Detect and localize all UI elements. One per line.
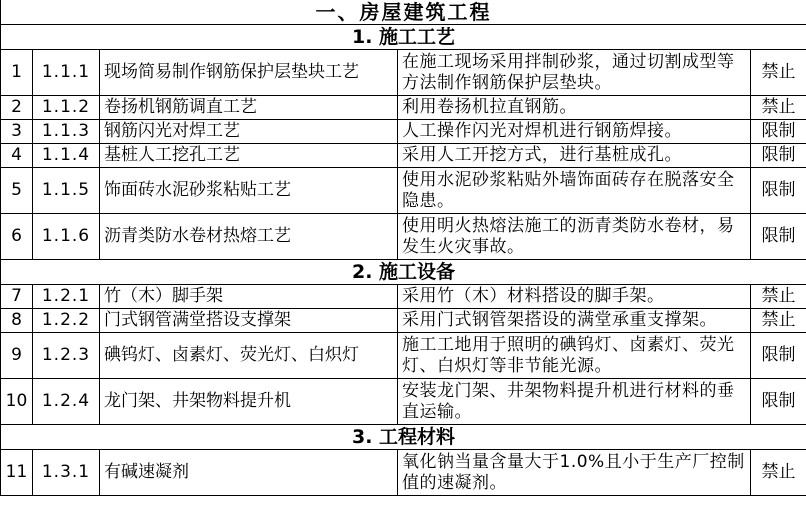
table-row <box>1 144 806 168</box>
row-name: 竹（木）脚手架 <box>100 285 398 309</box>
row-number: 9 <box>1 333 33 379</box>
section-heading: 3. 工程材料 <box>1 425 806 450</box>
row-code: 1.2.4 <box>33 379 100 425</box>
row-number: 4 <box>1 144 33 168</box>
row-status: 限制 <box>751 214 806 260</box>
row-number: 1 <box>1 50 33 96</box>
row-name: 现场简易制作钢筋保护层垫块工艺 <box>100 50 398 96</box>
row-number: 11 <box>1 450 33 496</box>
row-description: 使用明火热熔法施工的沥青类防水卷材，易发生火灾事故。 <box>398 214 751 260</box>
row-code: 1.1.2 <box>33 96 100 120</box>
section-heading: 2. 施工设备 <box>1 260 806 285</box>
table-row <box>1 50 806 96</box>
table-row <box>1 379 806 425</box>
row-number: 6 <box>1 214 33 260</box>
row-number: 5 <box>1 168 33 214</box>
table-row <box>1 214 806 260</box>
row-code: 1.2.3 <box>33 333 100 379</box>
row-number: 7 <box>1 285 33 309</box>
row-description: 使用水泥砂浆粘贴外墙饰面砖存在脱落安全隐患。 <box>398 168 751 214</box>
row-code: 1.3.1 <box>33 450 100 496</box>
page-title: 一、房屋建筑工程 <box>1 0 806 25</box>
row-code: 1.1.6 <box>33 214 100 260</box>
section-header-row <box>1 425 806 450</box>
row-status: 禁止 <box>751 285 806 309</box>
table-row <box>1 285 806 309</box>
row-description: 安装龙门架、井架物料提升机进行材料的垂直运输。 <box>398 379 751 425</box>
row-status: 禁止 <box>751 50 806 96</box>
row-description: 采用门式钢管架搭设的满堂承重支撑架。 <box>398 309 751 333</box>
row-number: 2 <box>1 96 33 120</box>
table-row <box>1 450 806 496</box>
row-name: 钢筋闪光对焊工艺 <box>100 120 398 144</box>
table-row <box>1 96 806 120</box>
row-name: 龙门架、井架物料提升机 <box>100 379 398 425</box>
row-name: 卷扬机钢筋调直工艺 <box>100 96 398 120</box>
row-description: 氧化钠当量含量大于1.0%且小于生产厂控制值的速凝剂。 <box>398 450 751 496</box>
row-status: 限制 <box>751 144 806 168</box>
row-name: 门式钢管满堂搭设支撑架 <box>100 309 398 333</box>
row-description: 人工操作闪光对焊机进行钢筋焊接。 <box>398 120 751 144</box>
title-row <box>1 0 806 25</box>
row-description: 利用卷扬机拉直钢筋。 <box>398 96 751 120</box>
table-row <box>1 333 806 379</box>
section-heading: 1. 施工工艺 <box>1 25 806 50</box>
section-header-row <box>1 260 806 285</box>
row-status: 禁止 <box>751 309 806 333</box>
row-description: 采用竹（木）材料搭设的脚手架。 <box>398 285 751 309</box>
row-number: 10 <box>1 379 33 425</box>
row-name: 有碱速凝剂 <box>100 450 398 496</box>
row-number: 8 <box>1 309 33 333</box>
row-name: 碘钨灯、卤素灯、荧光灯、白炽灯 <box>100 333 398 379</box>
table-row <box>1 120 806 144</box>
row-code: 1.1.1 <box>33 50 100 96</box>
row-description: 采用人工开挖方式，进行基桩成孔。 <box>398 144 751 168</box>
table-row <box>1 309 806 333</box>
row-code: 1.2.2 <box>33 309 100 333</box>
row-status: 限制 <box>751 333 806 379</box>
row-status: 禁止 <box>751 450 806 496</box>
row-description: 在施工现场采用拌制砂浆，通过切割成型等方法制作钢筋保护层垫块。 <box>398 50 751 96</box>
row-number: 3 <box>1 120 33 144</box>
row-name: 沥青类防水卷材热熔工艺 <box>100 214 398 260</box>
row-name: 饰面砖水泥砂浆粘贴工艺 <box>100 168 398 214</box>
row-status: 禁止 <box>751 96 806 120</box>
row-status: 限制 <box>751 120 806 144</box>
section-header-row <box>1 25 806 50</box>
row-code: 1.2.1 <box>33 285 100 309</box>
row-code: 1.1.4 <box>33 144 100 168</box>
row-code: 1.1.5 <box>33 168 100 214</box>
row-name: 基桩人工挖孔工艺 <box>100 144 398 168</box>
row-description: 施工工地用于照明的碘钨灯、卤素灯、荧光灯、白炽灯等非节能光源。 <box>398 333 751 379</box>
table-row <box>1 168 806 214</box>
row-status: 限制 <box>751 379 806 425</box>
row-status: 限制 <box>751 168 806 214</box>
row-code: 1.1.3 <box>33 120 100 144</box>
